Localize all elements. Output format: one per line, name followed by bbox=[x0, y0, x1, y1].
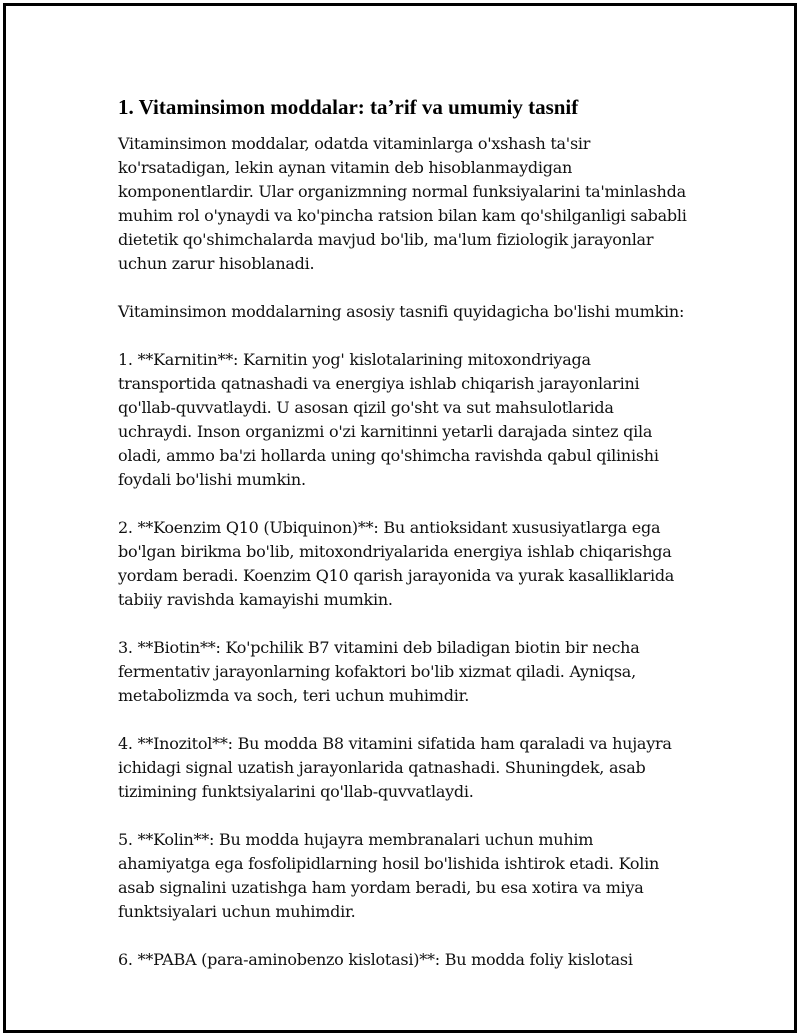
list-item-biotin: 3. **Biotin**: Ko'pchilik B7 vitamini deb biladigan biotin bir necha fermentativ jarayonlarning kofaktori bo'lib xizmat qiladi. Ayniqsa, metabolizmda va soch, teri uchun muhimdir. bbox=[118, 638, 640, 705]
list-item-paba: 6. **PABA (para-aminobenzo kislotasi)**: Bu modda foliy kislotasi bbox=[118, 950, 633, 969]
document-body bbox=[118, 94, 688, 996]
section-heading: 1. Vitaminsimon moddalar: ta’rif va umumiy tasnif bbox=[118, 95, 579, 119]
list-item-inozitol: 4. **Inozitol**: Bu modda B8 vitamini sifatida ham qaraladi va hujayra ichidagi signal uzatish jarayonlarida qatnashadi. Shuningdek, asab tizimining funktsiyalarini qo'llab-quvvatlaydi. bbox=[118, 734, 672, 801]
list-item-karnitin: 1. **Karnitin**: Karnitin yog' kislotalarining mitoxondriyaga transportida qatnashadi va energiya ishlab chiqarish jarayonlarini qo'llab-quvvatlaydi. U asosan qizil go'sht va sut mahsulotlarida uchraydi. Inson organizmi o'zi karnitinni yetarli darajada sintez qila oladi, ammo ba'zi hollarda uning qo'shimcha ravishda qabul qilinishi foydali bo'lishi mumkin. bbox=[118, 350, 659, 489]
list-item-kolin: 5. **Kolin**: Bu modda hujayra membranalari uchun muhim ahamiyatga ega fosfolipidlarning hosil bo'lishida ishtirok etadi. Kolin asab signalini uzatishga ham yordam beradi, bu esa xotira va miya funktsiyalari uchun muhimdir. bbox=[118, 830, 660, 921]
classification-intro-paragraph: Vitaminsimon moddalarning asosiy tasnifi quyidagicha bo'lishi mumkin: bbox=[118, 302, 685, 321]
intro-paragraph: Vitaminsimon moddalar, odatda vitaminlarga o'xshash ta'sir ko'rsatadigan, lekin aynan vitamin deb hisoblanmaydigan komponentlardir. Ular organizmning normal funksiyalarini ta'minlashda muhim rol o'ynaydi va ko'pincha ratsion bilan kam qo'shilganligi sababli dietetik qo'shimchalarda mavjud bo'lib, ma'lum fiziologik jarayonlar uchun zarur hisoblanadi. bbox=[118, 134, 687, 273]
list-item-koenzim-q10: 2. **Koenzim Q10 (Ubiquinon)**: Bu antioksidant xususiyatlarga ega bo'lgan birikma bo'lib, mitoxondriyalarida energiya ishlab chiqarishga yordam beradi. Koenzim Q10 qarish jarayonida va yurak kasalliklarida tabiiy ravishda kamayishi mumkin. bbox=[118, 518, 675, 609]
